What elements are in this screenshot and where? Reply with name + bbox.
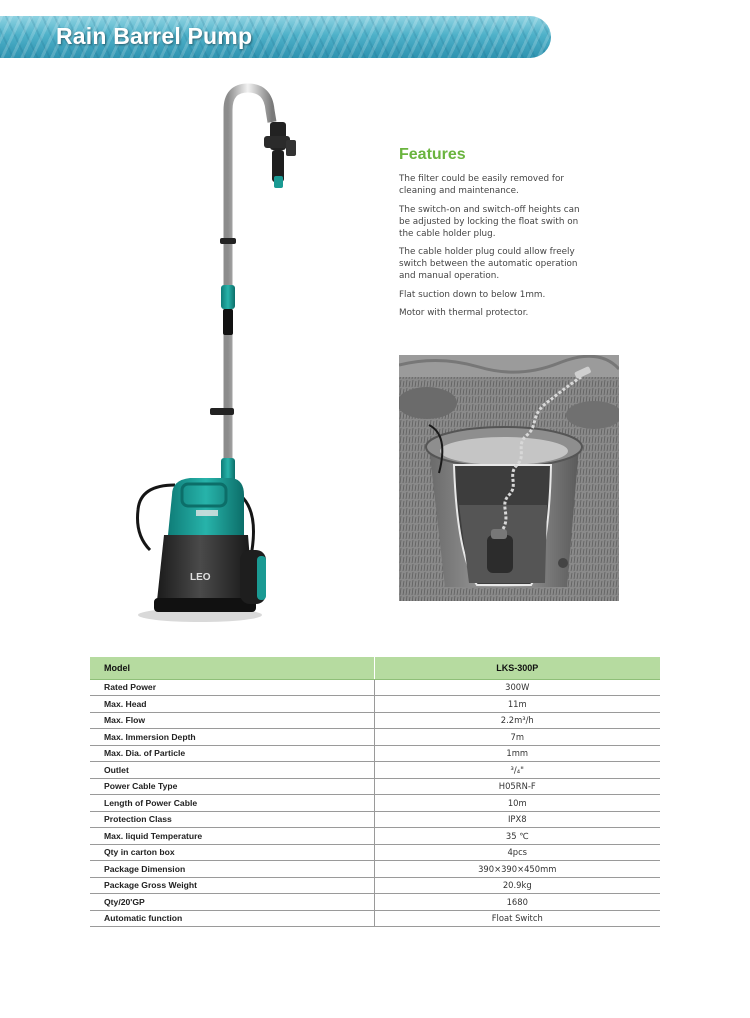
spec-label: Rated Power bbox=[90, 679, 374, 696]
pump-brand-logo: LEO bbox=[190, 572, 211, 583]
rain-barrel-scene-image bbox=[399, 355, 619, 601]
features-heading: Features bbox=[399, 146, 466, 163]
table-row bbox=[90, 877, 660, 894]
feature-item: The filter could be easily removed for cleaning and maintenance. bbox=[399, 174, 564, 196]
spec-label: Max. Dia. of Particle bbox=[90, 745, 374, 762]
table-header-row bbox=[90, 657, 660, 679]
spec-label: Package Gross Weight bbox=[90, 877, 374, 894]
table-row bbox=[90, 795, 660, 812]
spec-label: Max. liquid Temperature bbox=[90, 828, 374, 845]
spec-label: Max. Immersion Depth bbox=[90, 729, 374, 746]
spec-value: 4pcs bbox=[374, 844, 660, 861]
page-title: Rain Barrel Pump bbox=[56, 23, 253, 49]
spec-value: 10m bbox=[374, 795, 660, 812]
spec-value: 20.9kg bbox=[374, 877, 660, 894]
table-row bbox=[90, 778, 660, 795]
spec-value: 11m bbox=[374, 696, 660, 713]
table-row bbox=[90, 679, 660, 696]
spec-value: 300W bbox=[374, 679, 660, 696]
table-row bbox=[90, 729, 660, 746]
title-banner bbox=[0, 16, 551, 58]
spec-value: 1mm bbox=[374, 745, 660, 762]
table-row bbox=[90, 811, 660, 828]
spec-label: Automatic function bbox=[90, 910, 374, 927]
table-row bbox=[90, 696, 660, 713]
spec-value: 35 ℃ bbox=[374, 828, 660, 845]
table-row bbox=[90, 712, 660, 729]
spec-value: 1680 bbox=[374, 894, 660, 911]
table-row bbox=[90, 828, 660, 845]
spec-label: Qty/20'GP bbox=[90, 894, 374, 911]
spec-label: Power Cable Type bbox=[90, 778, 374, 795]
feature-item: Flat suction down to below 1mm. bbox=[399, 289, 546, 300]
table-row bbox=[90, 844, 660, 861]
spec-label: Length of Power Cable bbox=[90, 795, 374, 812]
spec-value: 7m bbox=[374, 729, 660, 746]
spec-value: IPX8 bbox=[374, 811, 660, 828]
spec-label: Outlet bbox=[90, 762, 374, 779]
spec-label: Package Dimension bbox=[90, 861, 374, 878]
feature-item: Motor with thermal protector. bbox=[399, 308, 529, 318]
spec-label: Max. Flow bbox=[90, 712, 374, 729]
spec-value: ³/₄" bbox=[374, 762, 660, 779]
spec-label: Protection Class bbox=[90, 811, 374, 828]
table-row bbox=[90, 745, 660, 762]
specification-table bbox=[90, 657, 660, 927]
table-row bbox=[90, 910, 660, 927]
table-row bbox=[90, 861, 660, 878]
spec-value: 390×390×450mm bbox=[374, 861, 660, 878]
feature-item: The cable holder plug could allow freely switch between the automatic operation and manual operation. bbox=[399, 247, 578, 281]
table-row bbox=[90, 894, 660, 911]
spec-value: Float Switch bbox=[374, 910, 660, 927]
table-row bbox=[90, 762, 660, 779]
table-header-model-value: LKS-300P bbox=[374, 657, 660, 679]
features-section bbox=[399, 146, 589, 326]
feature-item: The switch-on and switch-off heights can be adjusted by locking the float swith on the cable holder plug. bbox=[399, 204, 580, 239]
spec-label: Qty in carton box bbox=[90, 844, 374, 861]
spec-value: 2.2m³/h bbox=[374, 712, 660, 729]
pump-product-image bbox=[120, 80, 300, 630]
table-header-model-label: Model bbox=[90, 657, 374, 679]
spec-value: H05RN-F bbox=[374, 778, 660, 795]
spec-label: Max. Head bbox=[90, 696, 374, 713]
